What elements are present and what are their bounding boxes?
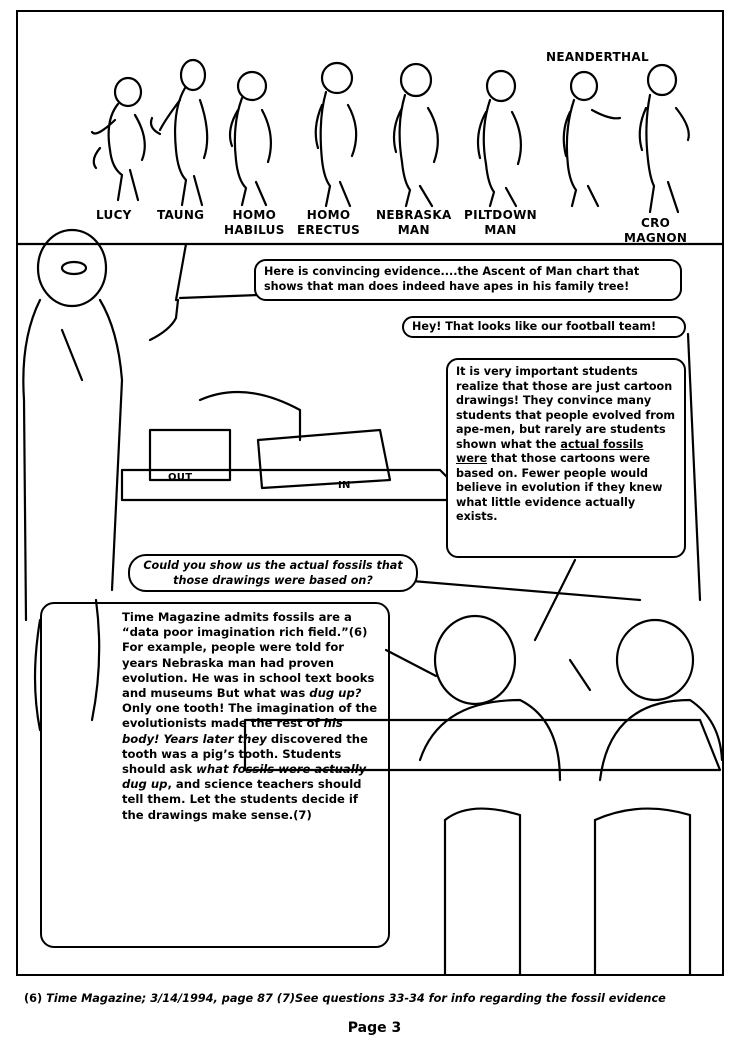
students-figures	[420, 616, 722, 780]
page-number: Page 3	[347, 1020, 402, 1036]
teacher-speech-text: Here is convincing evidence....the Ascent of Man chart that shows that man does indeed have apes in his family tree!	[264, 265, 640, 293]
homo-habilus-figure	[230, 72, 271, 205]
narrator-note-text-1: It is very important students realize that those are just cartoon drawings! They convince many students that people evolved from ape-men, but rarely are students shown what the	[456, 365, 676, 451]
football-speech-text: Hey! That looks like our football team!	[412, 320, 657, 333]
time-bubble-tail	[386, 650, 436, 676]
time-magazine-bubble	[40, 602, 390, 948]
student-question-bubble	[128, 554, 418, 592]
footnote	[24, 992, 736, 1005]
neanderthal-figure	[564, 72, 620, 206]
label-neanderthal: NEANDERTHAL	[546, 50, 649, 64]
label-piltdown-man: PILTDOWN MAN	[464, 208, 537, 237]
time-text-3: Only one tooth! The imagination of the evolutionists made the rest of	[122, 701, 378, 731]
label-cro-magnon: CRO MAGNON	[624, 216, 688, 245]
board-sign-in: IN	[338, 480, 351, 491]
footnote-ref6-number: (6)	[24, 992, 47, 1005]
football-speech-bubble	[402, 316, 686, 338]
footnote-ref7: (7)See questions 33-34 for info regarding the fossil evidence	[272, 992, 666, 1005]
narrator-note-underlined: actual fossils were	[456, 437, 644, 465]
lucy-figure	[92, 78, 145, 200]
nebraska-man-figure	[394, 64, 438, 206]
narrator-note-text-2: that those cartoons were based on. Fewer people would believe in evolution if they knew what little evidence actually exists.	[456, 452, 663, 523]
time-text-6: what fossils were actually dug up	[122, 762, 367, 792]
narrator-note-bubble	[446, 358, 686, 558]
label-homo-erectus: HOMO ERECTUS	[297, 208, 361, 237]
ascent-of-man-figures	[92, 60, 689, 212]
football-bubble-tail	[688, 334, 700, 600]
narrator-bubble-tail	[535, 560, 575, 640]
board-sign-out: OUT	[168, 472, 193, 483]
teacher-speech-bubble	[254, 259, 682, 301]
time-text-5: discovered the tooth was a pig’s tooth. Students should ask	[122, 731, 368, 777]
label-lucy: LUCY	[96, 208, 132, 222]
time-text-1: Time Magazine admits fossils are a “data poor imagination rich field.”(6) For example, people were told for years Nebraska man had proven evolution. He was in school text books and museums But what was	[122, 610, 375, 701]
question-bubble-tail	[400, 580, 640, 600]
time-text-7: , and science teachers should tell them. Let the students decide if the drawings make sense.(7)	[122, 777, 362, 822]
label-homo-habilus: HOMO HABILUS	[224, 208, 285, 237]
cro-magnon-figure	[640, 65, 689, 212]
time-text-4: his body! Years later they	[122, 716, 343, 746]
teacher-bubble-tail	[180, 295, 258, 298]
footnote-ref6-source: Time Magazine; 3/14/1994, page 87	[46, 992, 273, 1005]
piltdown-man-figure	[478, 71, 521, 206]
taung-figure	[151, 60, 207, 205]
label-taung: TAUNG	[157, 208, 205, 222]
student-question-text: Could you show us the actual fossils that those drawings were based on?	[143, 559, 403, 587]
label-nebraska-man: NEBRASKA MAN	[376, 208, 452, 237]
time-text-2: dug up?	[309, 686, 362, 701]
homo-erectus-figure	[316, 63, 356, 206]
